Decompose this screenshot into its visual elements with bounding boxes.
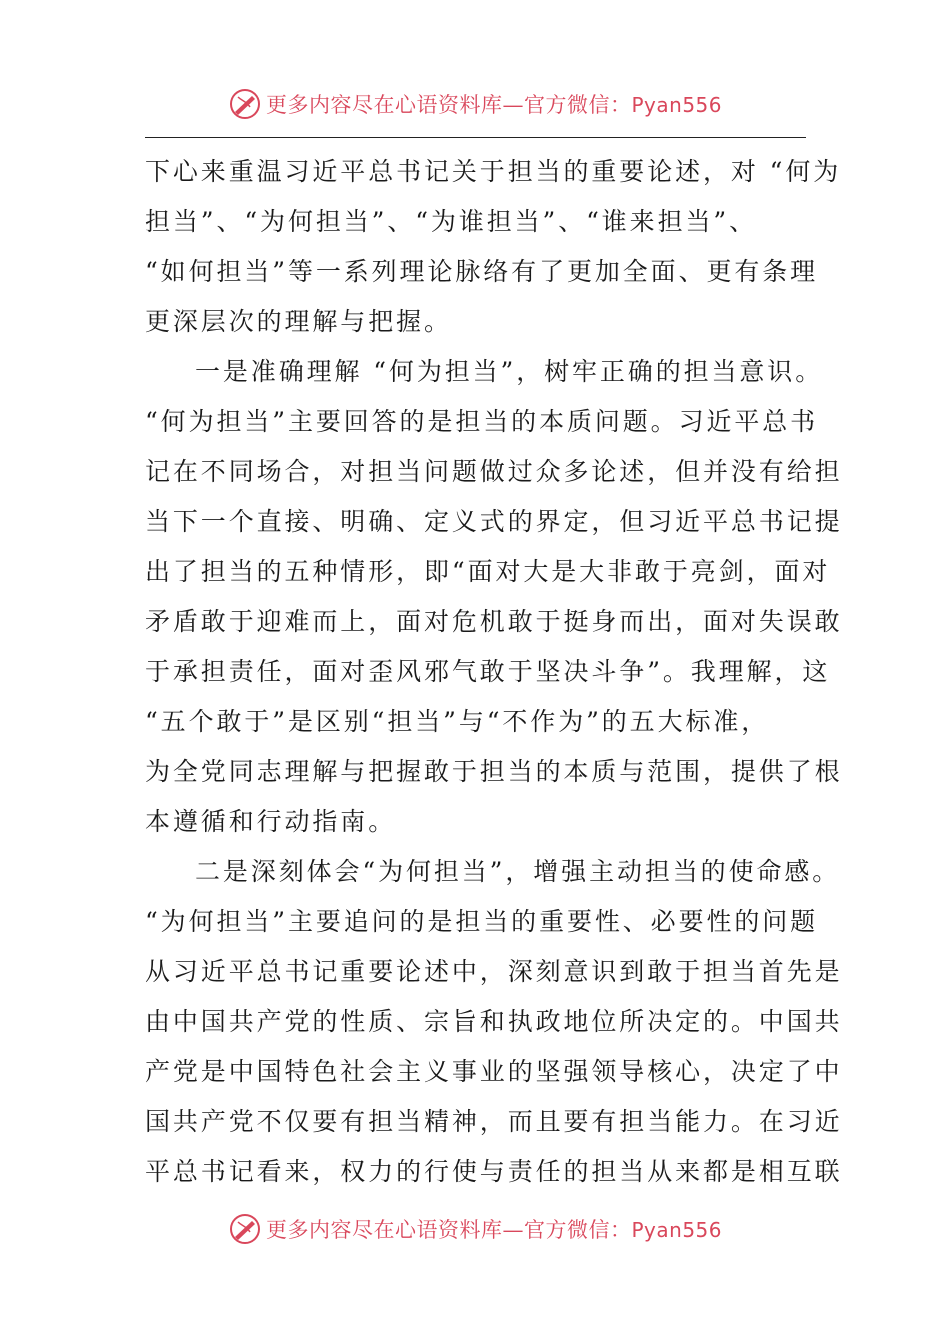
body-line: 本遵循和行动指南。 [145,807,397,836]
brand-logo-icon [228,87,262,121]
body-line: 平总书记看来，权力的行使与责任的担当从来都是相互联 [145,1157,843,1186]
body-line: “为何担当”主要追问的是担当的重要性、必要性的问题 [145,907,819,936]
document-body [145,147,843,1197]
body-line: 由中国共产党的性质、宗旨和执政地位所决定的。中国共 [145,1007,843,1036]
body-line: “如何担当”等一系列理论脉络有了更加全面、更有条理 [145,257,819,286]
header-divider [145,137,806,138]
brand-logo-icon [228,1212,262,1246]
body-line: 矛盾敢于迎难而上，面对危机敢于挺身而出，面对失误敢 [145,607,843,636]
body-line: 为全党同志理解与把握敢于担当的本质与范围，提供了根 [145,757,843,786]
body-line: 从习近平总书记重要论述中，深刻意识到敢于担当首先是 [145,957,843,986]
body-line: 记在不同场合，对担当问题做过众多论述，但并没有给担 [145,457,843,486]
body-line: 更深层次的理解与把握。 [145,307,452,336]
footer-wechat-id: Pyan556 [631,1218,722,1242]
body-line: 产党是中国特色社会主义事业的坚强领导核心，决定了中 [145,1057,843,1086]
body-line: 于承担责任，面对歪风邪气敢于坚决斗争”。我理解，这 [145,657,831,686]
body-line: 下心来重温习近平总书记关于担当的重要论述，对 “何为 [145,157,842,186]
header-banner [0,84,950,124]
header-brand-text: 更多内容尽在心语资料库—官方微信：Pyan556 [265,93,722,117]
footer-brand-text: 更多内容尽在心语资料库—官方微信：Pyan556 [265,1218,722,1242]
header-wechat-id: Pyan556 [631,93,722,117]
body-line: “何为担当”主要回答的是担当的本质问题。习近平总书 [145,407,819,436]
body-line: 出了担当的五种情形，即“面对大是大非敢于亮剑，面对 [145,557,831,586]
section-heading-2: 二是深刻体会“为何担当”，增强主动担当的使命感。 [195,857,841,886]
section-heading-1: 一是准确理解 “何为担当”，树牢正确的担当意识。 [195,357,824,386]
body-line: “五个敢于”是区别“担当”与“不作为”的五大标准， [145,707,770,736]
footer-banner [0,1209,950,1249]
body-line: 担当”、“为何担当”、“为谁担当”、“谁来担当”、 [145,207,757,236]
body-line: 国共产党不仅要有担当精神，而且要有担当能力。在习近 [145,1107,843,1136]
body-line: 当下一个直接、明确、定义式的界定，但习近平总书记提 [145,507,843,536]
